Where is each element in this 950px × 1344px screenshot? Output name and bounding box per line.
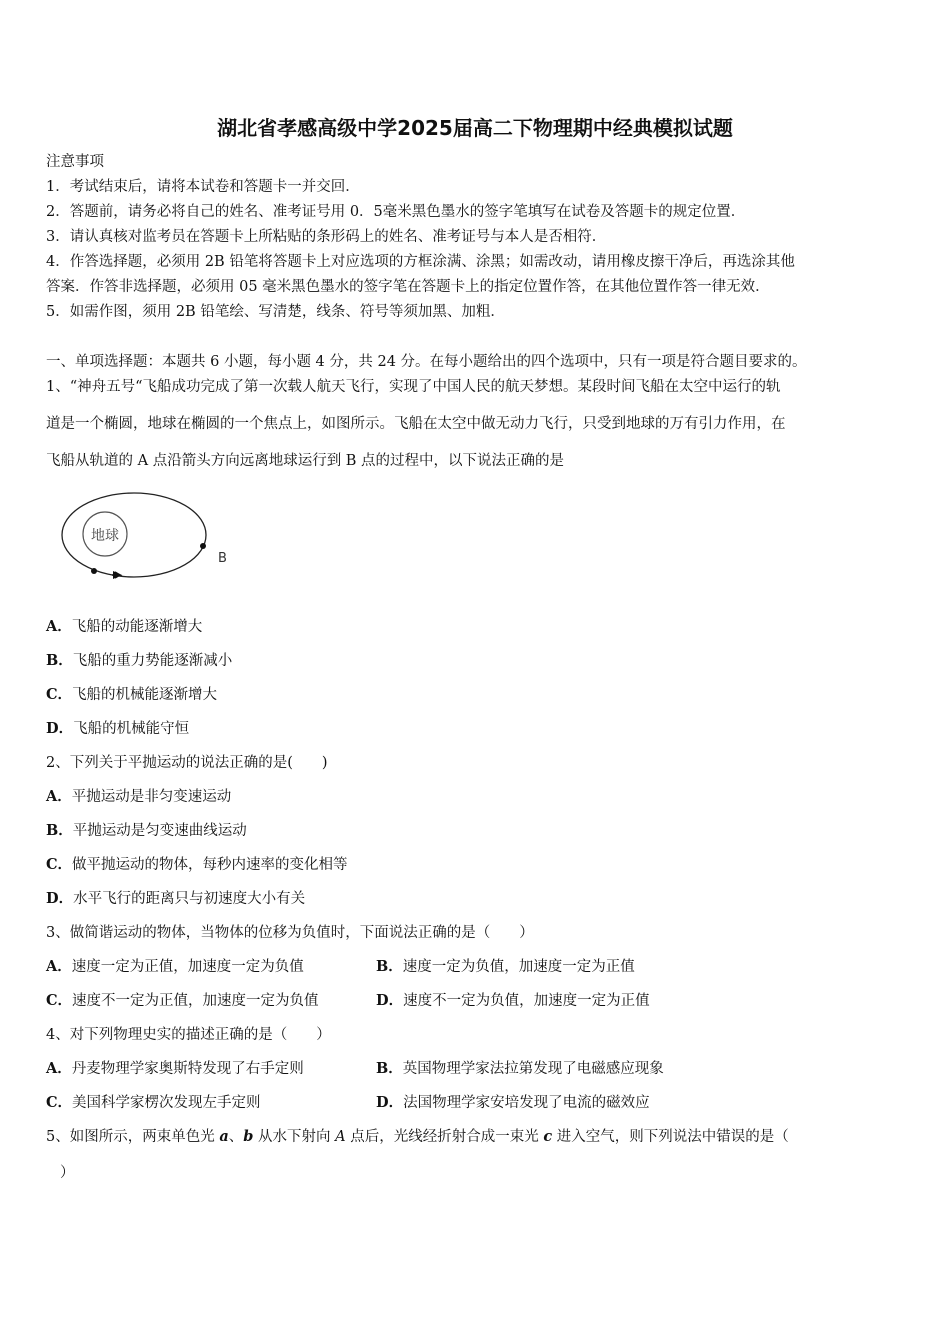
q4-option-c: C．美国科学家楞次发现左手定则 [46, 1094, 261, 1111]
q4-option-a: A．丹麦物理学家奥斯特发现了右手定则 [46, 1060, 304, 1077]
q3-option-d: D．速度不一定为负值，加速度一定为正值 [376, 992, 650, 1009]
notice-item-2: 2．答题前，请务必将自己的姓名、准考证号用 0．5毫米黑色墨水的签字笔填写在试卷及答题卡的规定位置． [46, 204, 746, 220]
q3-option-b: B．速度一定为负值，加速度一定为正值 [376, 958, 635, 975]
notice-item-1: 1．考试结束后，请将本试卷和答题卡一并交回． [46, 179, 360, 195]
q1-stem-line-1: 1、“神舟五号“飞船成功完成了第一次载人航天飞行，实现了中国人民的航天梦想。某段时间飞船在太空中运行的轨 [46, 379, 781, 395]
q3-stem: 3、做简谐运动的物体，当物体的位移为负值时，下面说法正确的是（ ） [46, 925, 534, 941]
q1-option-c: C．飞船的机械能逐渐增大 [46, 686, 218, 703]
orbit-diagram [52, 490, 242, 590]
notice-item-3: 3．请认真核对监考员在答题卡上所粘贴的条形码上的姓名、准考证号与本人是否相符． [46, 229, 607, 245]
point-a-dot [91, 568, 97, 574]
q3-option-c: C．速度不一定为正值，加速度一定为负值 [46, 992, 319, 1009]
q2-option-b: B．平抛运动是匀变速曲线运动 [46, 822, 247, 839]
earth-label: 地球 [91, 528, 119, 544]
q1-option-b: B．飞船的重力势能逐渐减小 [46, 652, 233, 669]
q1-stem-line-2: 道是一个椭圆，地球在椭圆的一个焦点上，如图所示。飞船在太空中做无动力飞行，只受到地球的万有引力作用，在 [46, 416, 786, 432]
section-heading: 一、单项选择题：本题共 6 小题，每小题 4 分，共 24 分。在每小题给出的四个选项中，只有一项是符合题目要求的。 [46, 354, 807, 370]
q2-option-d: D．水平飞行的距离只与初速度大小有关 [46, 890, 306, 907]
q1-option-d: D．飞船的机械能守恒 [46, 720, 190, 737]
q4-option-d: D．法国物理学家安培发现了电流的磁效应 [376, 1094, 650, 1111]
q3-option-a: A．速度一定为正值，加速度一定为负值 [46, 958, 304, 975]
notice-heading: 注意事项 [46, 154, 104, 170]
notice-item-4: 4．作答选择题，必须用 2B 铅笔将答题卡上对应选项的方框涂满、涂黑；如需改动，请用橡皮擦干净后，再选涂其他 [46, 254, 795, 270]
q5-stem: 5、如图所示，两束单色光 a、b 从水下射向 A 点后，光线经折射合成一束光 c 进入空气，则下列说法中错误的是（ [46, 1128, 789, 1145]
q2-stem: 2、下列关于平抛运动的说法正确的是( ) [46, 755, 328, 771]
notice-item-5: 5．如需作图，须用 2B 铅笔绘、写清楚，线条、符号等须加黑、加粗． [46, 304, 505, 320]
point-b-label: B [218, 551, 227, 566]
page-title: 湖北省孝感高级中学2025届高二下物理期中经典模拟试题 [217, 116, 733, 140]
q2-option-a: A．平抛运动是非匀变速运动 [46, 788, 232, 805]
q1-option-a: A．飞船的动能逐渐增大 [46, 618, 203, 635]
point-b-dot [200, 543, 206, 549]
q2-option-c: C．做平抛运动的物体，每秒内速率的变化相等 [46, 856, 348, 873]
q4-stem: 4、对下列物理史实的描述正确的是（ ） [46, 1027, 331, 1043]
q4-option-b: B．英国物理学家法拉第发现了电磁感应现象 [376, 1060, 664, 1077]
q1-stem-line-3: 飞船从轨道的 A 点沿箭头方向远离地球运行到 B 点的过程中，以下说法正确的是 [46, 453, 565, 469]
q5-stem-cont: ） [60, 1165, 75, 1181]
notice-item-4-cont: 答案．作答非选择题，必须用 05 毫米黑色墨水的签字笔在答题卡上的指定位置作答，在其他位置作答一律无效． [46, 279, 770, 295]
